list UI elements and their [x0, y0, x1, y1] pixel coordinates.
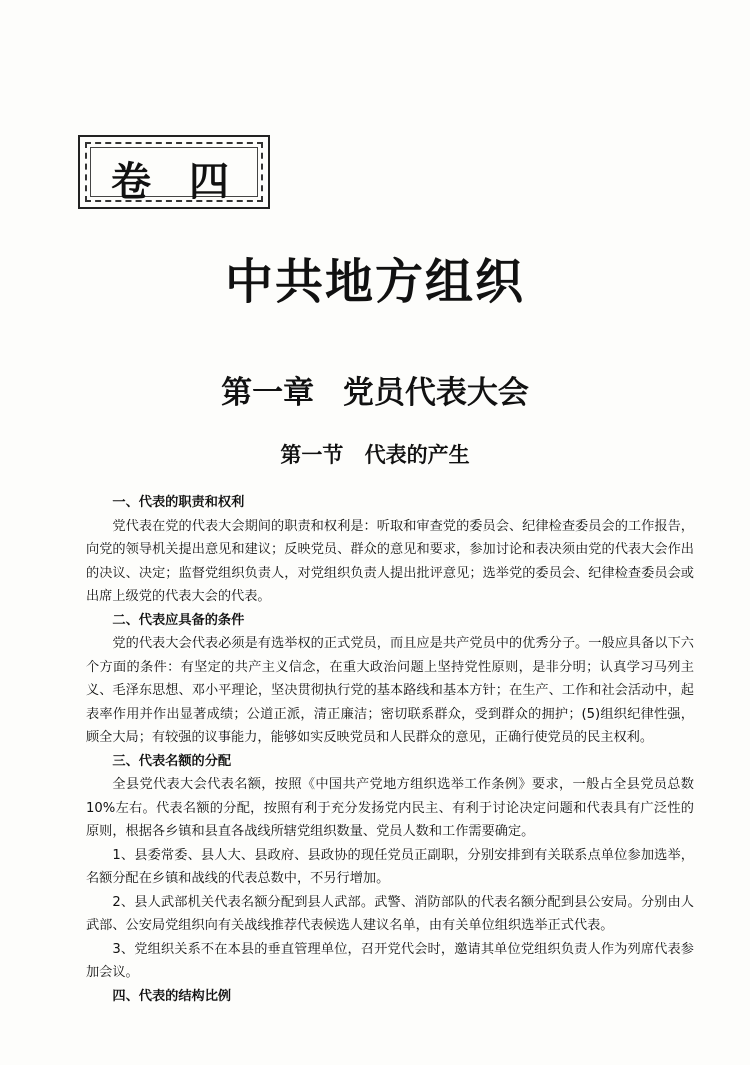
section-title: 第一节 代表的产生	[280, 443, 470, 467]
paragraph-quota-item-2: 2、县人武部机关代表名额分配到县人武部。武警、消防部队的代表名额分配到县公安局。分别由人武部、公安局党组织向有关战线推荐代表候选人建议名单，由有关单位组织选举正式代表。	[86, 894, 694, 933]
subheading-quota: 三、代表名额的分配	[112, 753, 232, 769]
subheading-conditions: 二、代表应具备的条件	[112, 612, 245, 628]
volume-frame	[78, 135, 270, 209]
volume-label: 卷四	[111, 158, 267, 205]
paragraph-quota: 全县党代表大会代表名额，按照《中国共产党地方组织选举工作条例》要求，一般占全县党员总数10%左右。代表名额的分配，按照有利于充分发扬党内民主、有利于讨论决定问题和代表具有广泛性的原则，根据各乡镇和县直各战线所辖党组织数量、党员人数和工作需要确定。	[86, 777, 694, 839]
subheading-duties: 一、代表的职责和权利	[112, 495, 245, 510]
subheading-structure: 四、代表的结构比例	[112, 988, 232, 1004]
part-title: 中共地方组织	[224, 254, 525, 310]
paragraph-conditions: 党的代表大会代表必须是有选举权的正式党员，而且应是共产党员中的优秀分子。一般应具备以下六个方面的条件：有坚定的共产主义信念，在重大政治问题上坚持党性原则，是非分明；认真学习马列主义、毛泽东思想、邓小平理论，坚决贯彻执行党的基本路线和基本方针；在生产、工作和社会活动中，起表率作用并作出显著成绩；公道正派，清正廉洁；密切联系群众，受到群众的拥护；(5)组织纪律性强，顾全大局；有较强的议事能力，能够如实反映党员和人民群众的意见，正确行使党员的民主权利。	[86, 636, 694, 745]
chapter-title: 第一章 党员代表大会	[221, 375, 529, 411]
paragraph-quota-item-1: 1、县委常委、县人大、县政府、县政协的现任党员正副职，分别安排到有关联系点单位参加选举，名额分配在乡镇和战线的代表总数中，不另行增加。	[86, 847, 694, 886]
paragraph-duties: 党代表在党的代表大会期间的职责和权利是：听取和审查党的委员会、纪律检查委员会的工作报告，向党的领导机关提出意见和建议；反映党员、群众的意见和要求，参加讨论和表决须由党的代表大会作出的决议、决定；监督党组织负责人，对党组织负责人提出批评意见；选举党的委员会、纪律检查委员会或出席上级党的代表大会的代表。	[86, 518, 694, 604]
paragraph-quota-item-3: 3、党组织关系不在本县的垂直管理单位，召开党代会时，邀请其单位党组织负责人作为列席代表参加会议。	[86, 941, 694, 980]
body-text	[86, 491, 694, 1008]
